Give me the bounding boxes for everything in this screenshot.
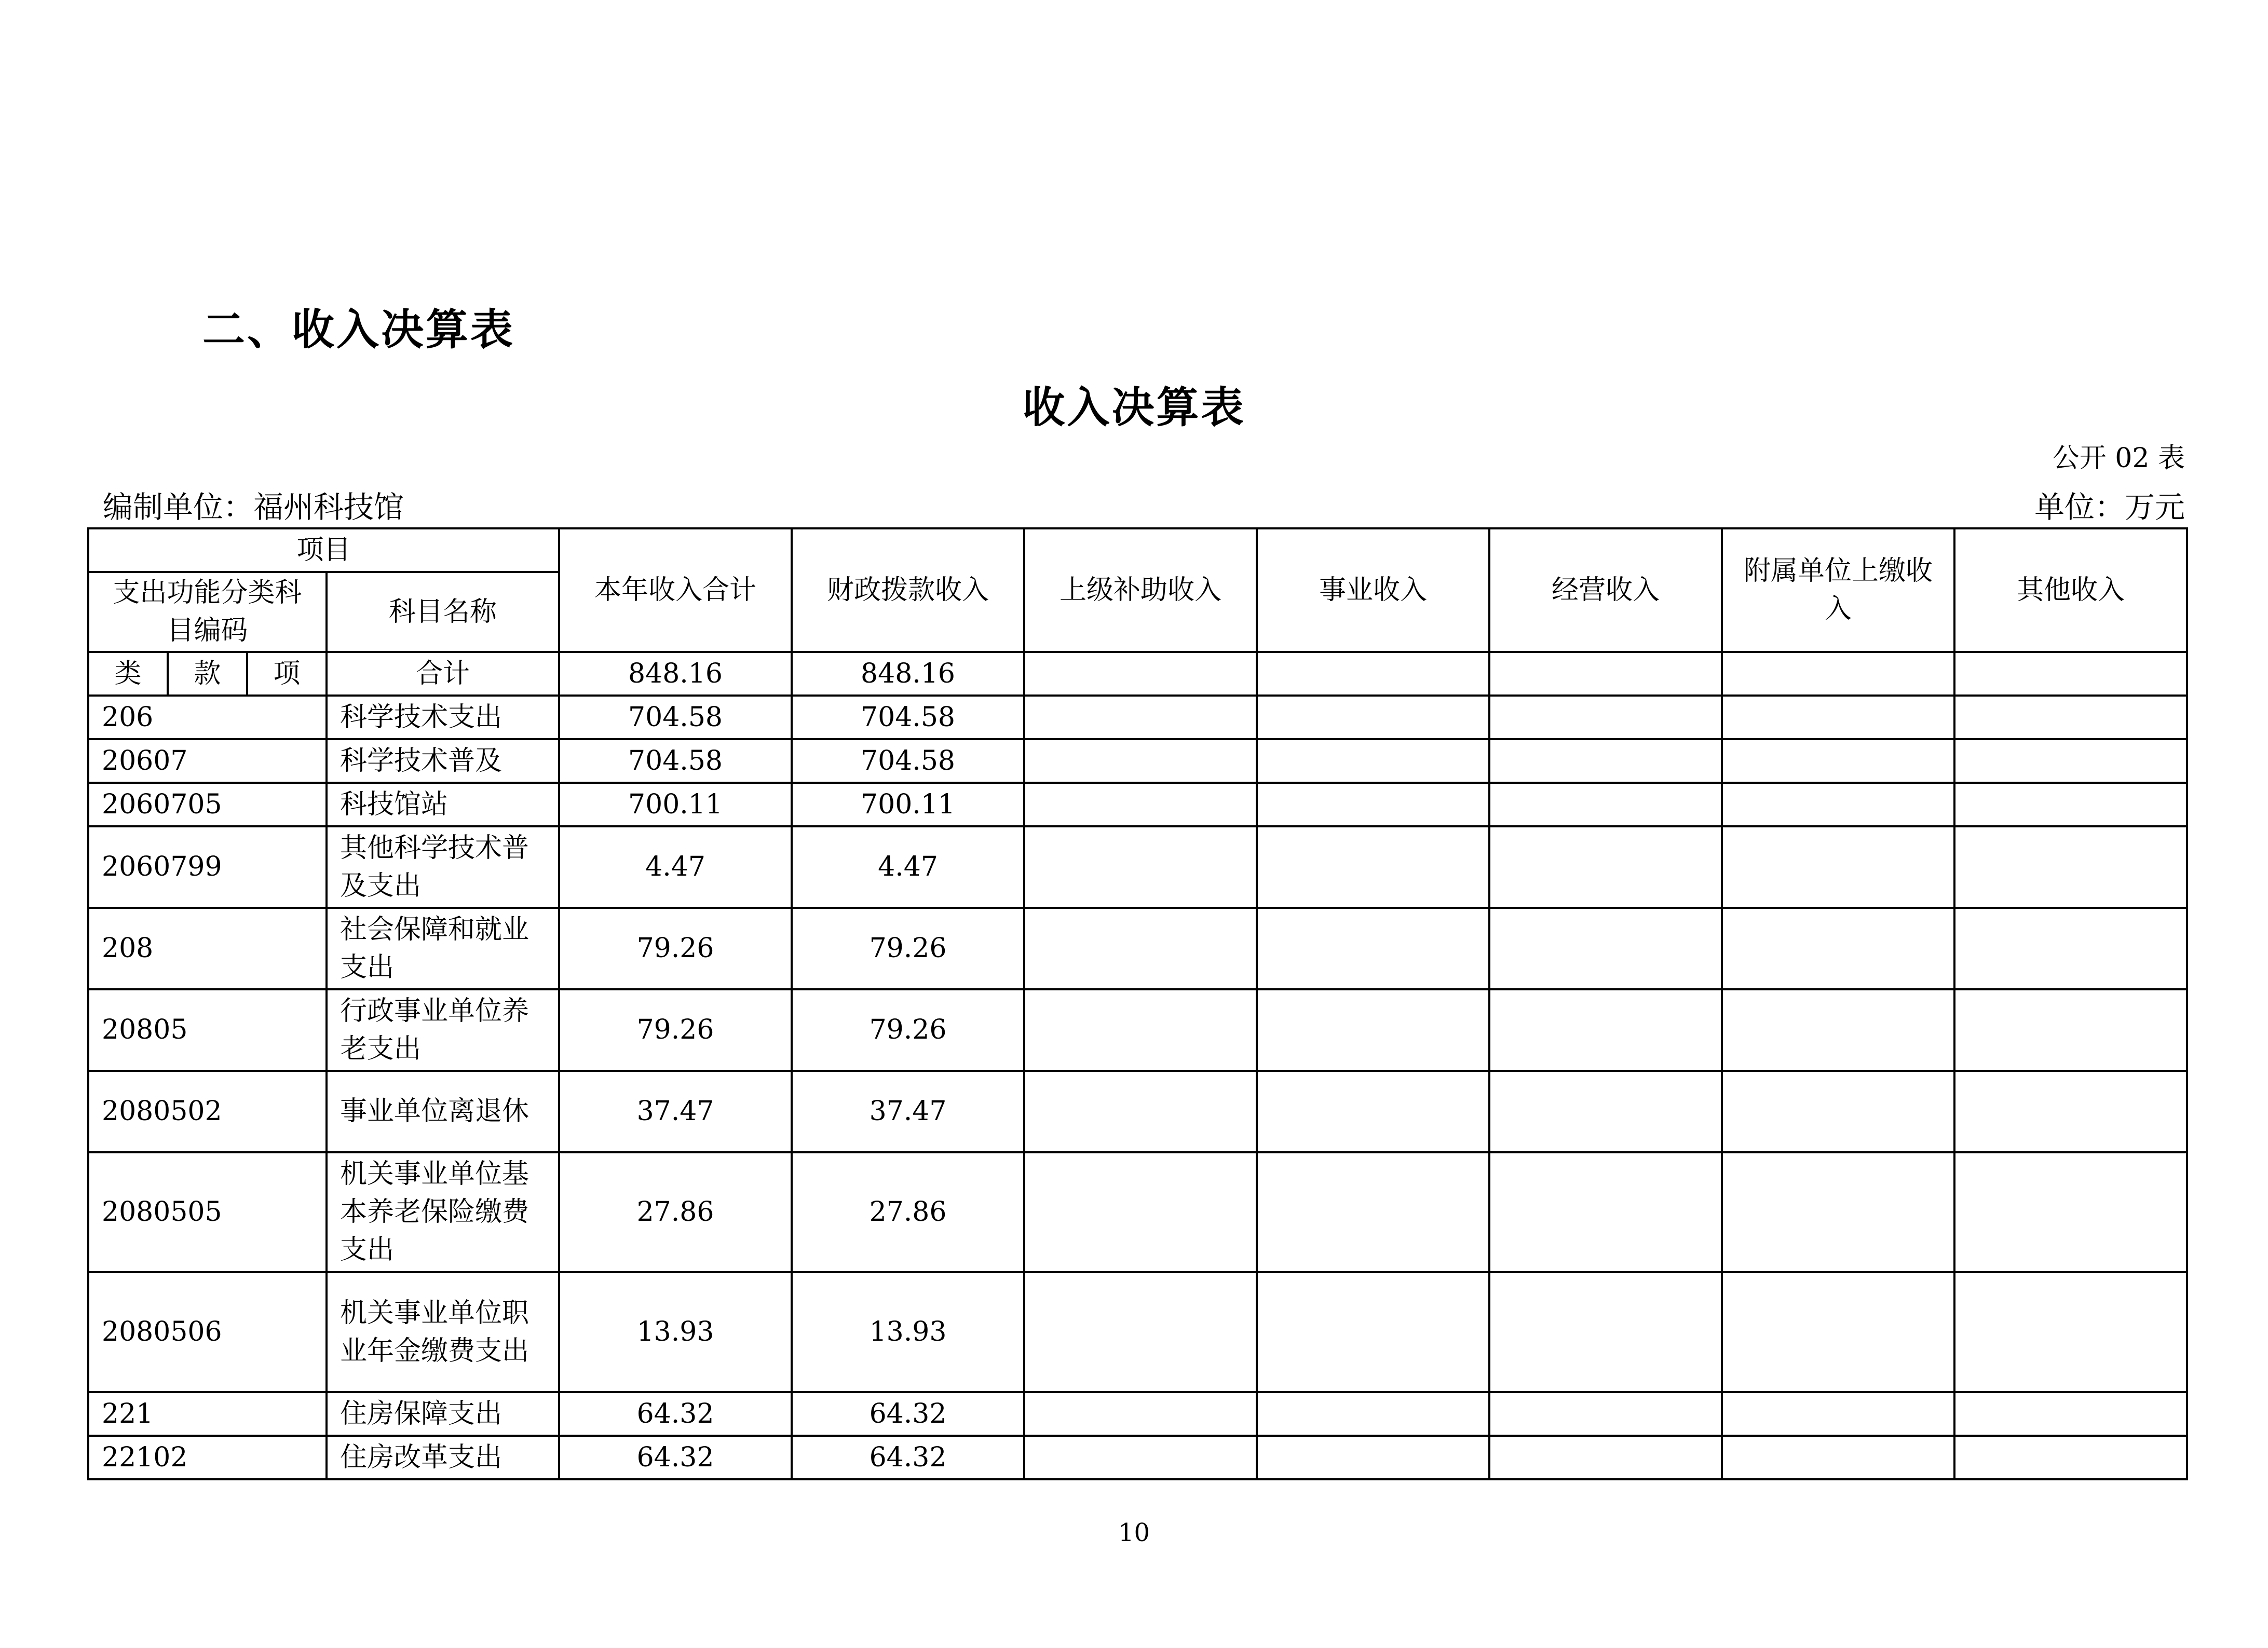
row-total: 37.47 [559, 1071, 792, 1152]
subject-code: 20607 [88, 739, 327, 783]
empty-cell [1257, 826, 1489, 908]
empty-cell [1257, 1392, 1489, 1436]
empty-cell [1722, 1071, 1954, 1152]
empty-cell [1257, 1436, 1489, 1479]
row-total: 27.86 [559, 1152, 792, 1272]
empty-cell [1024, 989, 1257, 1071]
empty-cell [1024, 696, 1257, 739]
empty-cell [1954, 1436, 2187, 1479]
page-number: 10 [1118, 1518, 1150, 1547]
empty-cell [1489, 1071, 1722, 1152]
subject-name: 其他科学技术普及支出 [327, 826, 559, 908]
row-fiscal: 27.86 [792, 1152, 1024, 1272]
form-number: 公开 02 表 [2052, 443, 2185, 474]
row-fiscal: 700.11 [792, 783, 1024, 826]
header-row [88, 528, 2187, 572]
empty-cell [1489, 1392, 1722, 1436]
empty-cell [1489, 652, 1722, 696]
empty-cell [1954, 1272, 2187, 1392]
table-body [88, 528, 2187, 1479]
empty-cell [1024, 1436, 1257, 1479]
table-row [88, 826, 2187, 908]
empty-cell [1024, 783, 1257, 826]
empty-cell [1024, 826, 1257, 908]
subject-code: 2060799 [88, 826, 327, 908]
empty-cell [1024, 1071, 1257, 1152]
subject-code: 208 [88, 908, 327, 989]
row-fiscal: 79.26 [792, 908, 1024, 989]
empty-cell [1024, 652, 1257, 696]
row-total: 64.32 [559, 1392, 792, 1436]
row-fiscal: 4.47 [792, 826, 1024, 908]
empty-cell [1257, 1272, 1489, 1392]
empty-cell [1722, 783, 1954, 826]
header-superior: 上级补助收入 [1024, 528, 1257, 652]
subject-name: 机关事业单位基本养老保险缴费支出 [327, 1152, 559, 1272]
header-other: 其他收入 [1954, 528, 2187, 652]
empty-cell [1024, 1272, 1257, 1392]
empty-cell [1257, 989, 1489, 1071]
row-fiscal: 704.58 [792, 696, 1024, 739]
empty-cell [1954, 652, 2187, 696]
empty-cell [1722, 696, 1954, 739]
subject-name: 社会保障和就业支出 [327, 908, 559, 989]
table-row [88, 1392, 2187, 1436]
empty-cell [1489, 908, 1722, 989]
empty-cell [1257, 1152, 1489, 1272]
row-fiscal: 79.26 [792, 989, 1024, 1071]
subject-code: 2060705 [88, 783, 327, 826]
row-total: 700.11 [559, 783, 792, 826]
row-total: 64.32 [559, 1436, 792, 1479]
empty-cell [1489, 1152, 1722, 1272]
empty-cell [1954, 826, 2187, 908]
empty-cell [1954, 1152, 2187, 1272]
header-xiang: 项 [247, 652, 327, 696]
subject-code: 206 [88, 696, 327, 739]
empty-cell [1489, 826, 1722, 908]
empty-cell [1024, 739, 1257, 783]
empty-cell [1489, 739, 1722, 783]
subject-code: 2080505 [88, 1152, 327, 1272]
row-fiscal: 37.47 [792, 1071, 1024, 1152]
subject-name: 科技馆站 [327, 783, 559, 826]
row-fiscal: 704.58 [792, 739, 1024, 783]
empty-cell [1257, 908, 1489, 989]
empty-cell [1954, 1071, 2187, 1152]
empty-cell [1722, 989, 1954, 1071]
empty-cell [1489, 989, 1722, 1071]
subject-name: 机关事业单位职业年金缴费支出 [327, 1272, 559, 1392]
empty-cell [1954, 696, 2187, 739]
subject-code: 2080506 [88, 1272, 327, 1392]
empty-cell [1722, 739, 1954, 783]
empty-cell [1024, 908, 1257, 989]
table-row [88, 1272, 2187, 1392]
empty-cell [1024, 1392, 1257, 1436]
empty-cell [1722, 1436, 1954, 1479]
organization-label: 编制单位：福州科技馆 [103, 489, 404, 525]
subject-name: 科学技术普及 [327, 739, 559, 783]
empty-cell [1257, 739, 1489, 783]
unit-label: 单位：万元 [2034, 489, 2185, 525]
empty-cell [1722, 1152, 1954, 1272]
row-total: 4.47 [559, 826, 792, 908]
empty-cell [1954, 1392, 2187, 1436]
header-code: 支出功能分类科目编码 [88, 572, 327, 652]
table-row [88, 989, 2187, 1071]
row-total: 704.58 [559, 739, 792, 783]
header-lei: 类 [88, 652, 168, 696]
empty-cell [1489, 1436, 1722, 1479]
row-total: 13.93 [559, 1272, 792, 1392]
subject-code: 22102 [88, 1436, 327, 1479]
table-row [88, 783, 2187, 826]
empty-cell [1257, 1071, 1489, 1152]
document-title: 收入决算表 [1022, 383, 1246, 432]
empty-cell [1489, 1272, 1722, 1392]
empty-cell [1954, 783, 2187, 826]
subject-code: 2080502 [88, 1071, 327, 1152]
table-row [88, 1436, 2187, 1479]
header-operating: 经营收入 [1489, 528, 1722, 652]
empty-cell [1257, 696, 1489, 739]
header-affiliated: 附属单位上缴收入 [1722, 528, 1954, 652]
row-fiscal: 13.93 [792, 1272, 1024, 1392]
row-fiscal: 64.32 [792, 1392, 1024, 1436]
empty-cell [1489, 783, 1722, 826]
empty-cell [1722, 1272, 1954, 1392]
header-fiscal: 财政拨款收入 [792, 528, 1024, 652]
table-row [88, 908, 2187, 989]
total-fiscal: 848.16 [792, 652, 1024, 696]
subject-name: 行政事业单位养老支出 [327, 989, 559, 1071]
row-total: 704.58 [559, 696, 792, 739]
total-amount: 848.16 [559, 652, 792, 696]
subject-name: 事业单位离退休 [327, 1071, 559, 1152]
empty-cell [1954, 989, 2187, 1071]
empty-cell [1489, 696, 1722, 739]
total-row [88, 652, 2187, 696]
table-row [88, 1071, 2187, 1152]
total-label: 合计 [327, 652, 559, 696]
subject-name: 科学技术支出 [327, 696, 559, 739]
subject-code: 221 [88, 1392, 327, 1436]
header-item: 项目 [88, 528, 559, 572]
empty-cell [1257, 783, 1489, 826]
row-total: 79.26 [559, 989, 792, 1071]
table-row [88, 1152, 2187, 1272]
empty-cell [1722, 1392, 1954, 1436]
empty-cell [1722, 908, 1954, 989]
row-fiscal: 64.32 [792, 1436, 1024, 1479]
empty-cell [1954, 739, 2187, 783]
empty-cell [1722, 826, 1954, 908]
header-total: 本年收入合计 [559, 528, 792, 652]
empty-cell [1257, 652, 1489, 696]
income-table [87, 527, 2188, 1480]
subject-code: 20805 [88, 989, 327, 1071]
subject-name: 住房改革支出 [327, 1436, 559, 1479]
empty-cell [1024, 1152, 1257, 1272]
section-heading: 二、收入决算表 [202, 305, 515, 355]
table-row [88, 739, 2187, 783]
table-row [88, 696, 2187, 739]
row-total: 79.26 [559, 908, 792, 989]
header-kuan: 款 [168, 652, 247, 696]
empty-cell [1722, 652, 1954, 696]
subject-name: 住房保障支出 [327, 1392, 559, 1436]
header-name: 科目名称 [327, 572, 559, 652]
empty-cell [1954, 908, 2187, 989]
header-business: 事业收入 [1257, 528, 1489, 652]
